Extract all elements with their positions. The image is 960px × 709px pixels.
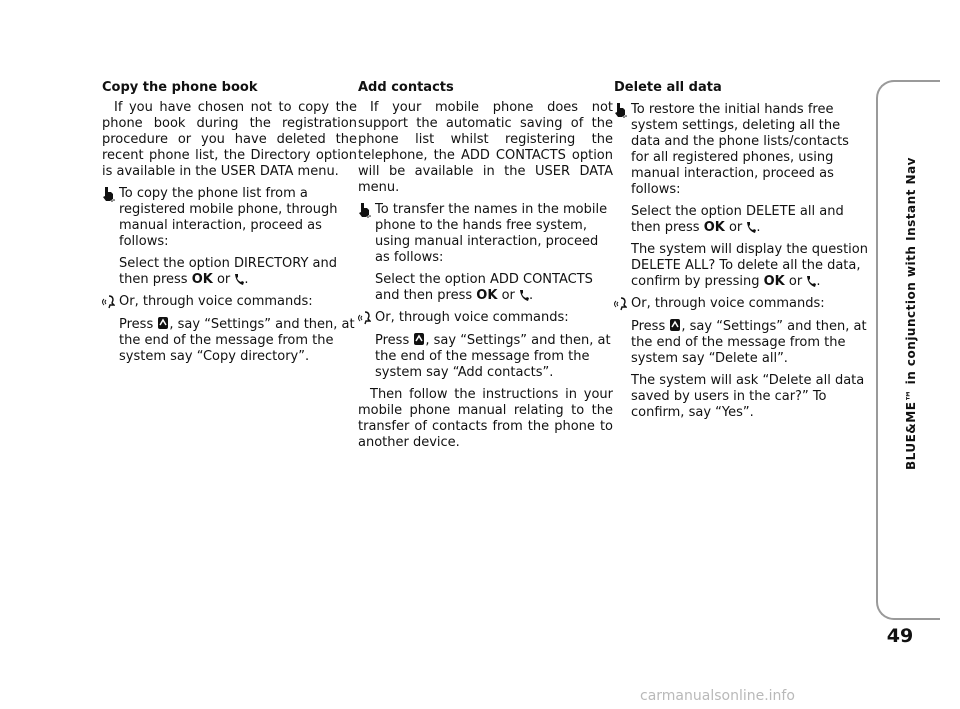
press-instruction: Press , say “Settings” and then, at the end of the message from the system say “Copy directory”. [119,317,355,364]
ok-key: OK [476,288,498,303]
section-heading: Add contacts [358,80,454,95]
select-instruction: Select the option DIRECTORY and then press OK or . [119,256,338,287]
steering-button-icon [669,318,681,332]
voice-step [358,310,613,326]
section-heading: Delete all data [614,80,722,95]
voice-step [614,296,869,312]
section-outro: Then follow the instructions in your mobile phone manual relating to the transfer of contacts from the phone to another device. [358,387,613,450]
steering-button-icon [413,332,425,346]
ok-key: OK [763,274,785,289]
voice-text: Or, through voice commands: [119,294,313,309]
hand-pointer-icon [101,186,115,202]
voice-text: Or, through voice commands: [375,310,569,325]
add-contacts-section [358,80,613,457]
manual-step [358,202,613,266]
ok-key: OK [703,220,725,235]
copy-phone-book-section [102,80,357,365]
select-instruction: Select the option ADD CONTACTS and then press OK or . [375,272,593,303]
voice-command-icon [613,296,627,312]
section-intro: If you have chosen not to copy the phone book during the registration procedure or you have deleted the recent phone list, the Directory option is available in the USER DATA menu. [102,100,357,179]
select-instruction: Select the option DELETE all and then press OK or . [631,204,844,235]
manual-text: To copy the phone list from a registered mobile phone, through manual interaction, proceed as follows: [119,186,338,249]
chapter-title: BLUE&ME™ in conjunction with Instant Nav [904,156,918,470]
steering-button-icon [157,316,169,330]
page-number: 49 [886,625,914,647]
manual-step [102,186,357,250]
phone-call-icon [234,273,244,285]
manual-text: To transfer the names in the mobile phone to the hands free system, using manual interaction, proceed as follows: [375,202,608,265]
manual-text: To restore the initial hands free system settings, deleting all the data and the phone lists/contacts for all registered phones, using manual interaction, proceed as follows: [631,102,849,197]
delete-all-section [614,80,869,421]
voice-command-icon [357,310,371,326]
voice-command-icon [101,294,115,310]
ok-key: OK [191,272,213,287]
press-instruction: Press , say “Settings” and then, at the end of the message from the system say “Delete all”. [631,319,867,366]
question-instruction: The system will display the question DELETE ALL? To delete all the data, confirm by pressing OK or . [631,242,868,289]
watermark: carmanualsonline.info [640,688,795,704]
section-intro: If your mobile phone does not support the automatic saving of the phone list whilst registering the telephone, the ADD CONTACTS option will be available in the USER DATA menu. [358,100,613,195]
voice-text: Or, through voice commands: [631,296,825,311]
phone-call-icon [519,289,529,301]
phone-call-icon [806,275,816,287]
phone-call-icon [746,221,756,233]
section-heading: Copy the phone book [102,80,258,95]
confirm-instruction: The system will ask “Delete all data saved by users in the car?” To confirm, say “Yes”. [631,373,865,420]
manual-step [614,102,869,198]
hand-pointer-icon [357,202,371,218]
press-instruction: Press , say “Settings” and then, at the end of the message from the system say “Add contacts”. [375,333,611,380]
voice-step [102,294,357,310]
hand-pointer-icon [613,102,627,118]
